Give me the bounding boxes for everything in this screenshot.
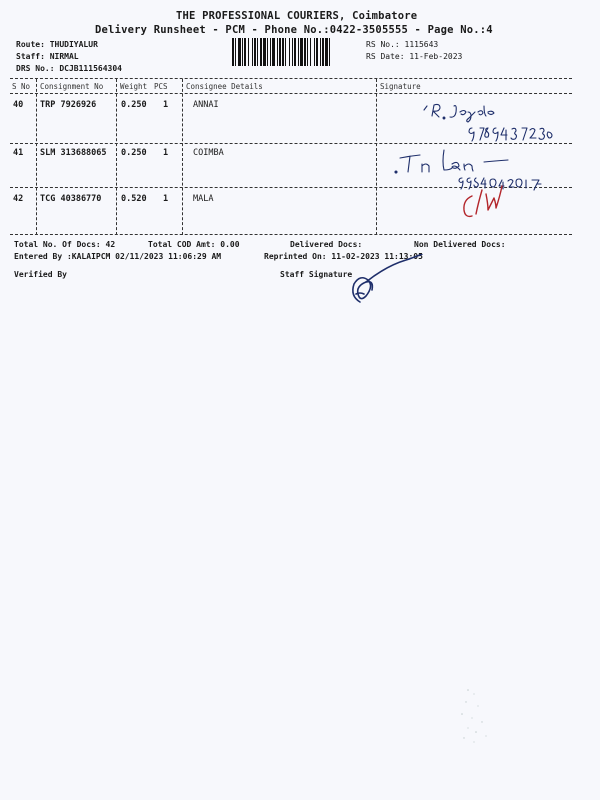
barcode-bar xyxy=(248,38,249,66)
total-docs: Total No. Of Docs: 42 xyxy=(14,240,116,249)
col-weight: Weight xyxy=(120,82,148,91)
col-divider xyxy=(116,79,117,235)
barcode-bar xyxy=(272,38,275,66)
barcode-bar xyxy=(238,38,241,66)
col-signature: Signature xyxy=(380,82,421,91)
barcode-bar xyxy=(277,38,278,66)
row-pcs: 1 xyxy=(163,194,169,204)
col-consignee: Consignee Details xyxy=(186,82,263,91)
total-cod: Total COD Amt: 0.00 xyxy=(148,240,240,249)
barcode-bar xyxy=(244,38,246,66)
row-weight: 0.250 xyxy=(121,148,147,158)
rs-date: RS Date: 11-Feb-2023 xyxy=(366,52,463,61)
rs-number: RS No.: 1115643 xyxy=(366,40,439,49)
barcode-bar xyxy=(316,38,318,66)
row-consignment: TCG 40386770 xyxy=(40,194,102,204)
barcode-bar xyxy=(260,38,262,66)
row-weight: 0.250 xyxy=(121,100,147,110)
reprinted-on: Reprinted On: 11-02-2023 11:13:05 xyxy=(264,252,423,261)
barcode-bar xyxy=(285,38,286,66)
barcode-bar xyxy=(235,38,236,66)
col-divider xyxy=(36,79,37,235)
table-header-rule xyxy=(10,93,572,94)
barcode-bar xyxy=(294,38,296,66)
row-consignee: ANNAI xyxy=(193,100,219,110)
barcode-bar xyxy=(289,38,290,66)
handwritten-signatures xyxy=(386,98,586,228)
entered-by: Entered By :KALAIPCM 02/11/2023 11:06:29 AM xyxy=(14,252,222,261)
row-sno: 40 xyxy=(13,100,24,110)
barcode-bar xyxy=(254,38,256,66)
row-weight: 0.520 xyxy=(121,194,147,204)
col-divider xyxy=(376,79,377,235)
barcode-bar xyxy=(263,38,266,66)
row-pcs: 1 xyxy=(163,148,169,158)
drs-number: DRS No.: DCJB111564304 xyxy=(16,64,122,73)
barcode-bar xyxy=(270,38,271,66)
barcode-bar xyxy=(320,38,321,66)
row-consignment: SLM 313688065 xyxy=(40,148,107,158)
non-delivered-docs: Non Delivered Docs: xyxy=(414,240,506,249)
staff-signature-label: Staff Signature xyxy=(280,270,353,279)
barcode-bar xyxy=(314,38,315,66)
row-sno: 41 xyxy=(13,148,24,158)
barcode-bar xyxy=(232,38,234,66)
barcode-bar xyxy=(282,38,284,66)
col-divider xyxy=(182,79,183,235)
barcode-bar xyxy=(257,38,258,66)
barcode-bar xyxy=(267,38,268,66)
barcode-bar xyxy=(329,38,330,66)
runsheet-title: Delivery Runsheet - PCM - Phone No.:0422-3505555 - Page No.:4 xyxy=(95,24,493,36)
verified-by-label: Verified By xyxy=(14,270,67,279)
row-consignee: MALA xyxy=(193,194,214,204)
delivered-docs: Delivered Docs: xyxy=(290,240,363,249)
barcode-bar xyxy=(300,38,303,66)
row-sno: 42 xyxy=(13,194,24,204)
barcode-bar xyxy=(325,38,328,66)
col-consignment: Consignment No xyxy=(40,82,104,91)
col-pcs: PCS xyxy=(154,82,168,91)
barcode-bar xyxy=(252,38,253,66)
barcode-bar xyxy=(279,38,281,66)
barcode-bar xyxy=(307,38,308,66)
staff-signature-scribble xyxy=(336,254,446,314)
barcode-bar xyxy=(298,38,299,66)
col-sno: S No xyxy=(12,82,31,91)
staff-label: Staff: NIRMAL xyxy=(16,52,79,61)
table-top-rule xyxy=(10,78,572,79)
company-title: THE PROFESSIONAL COURIERS, Coimbatore xyxy=(176,10,418,22)
row-consignee: COIMBA xyxy=(193,148,224,158)
barcode xyxy=(232,38,360,66)
barcode-bar xyxy=(310,38,311,66)
barcode-bar xyxy=(304,38,306,66)
barcode-bar xyxy=(242,38,243,66)
row-consignment: TRP 7926926 xyxy=(40,100,97,110)
row-pcs: 1 xyxy=(163,100,169,110)
barcode-bar xyxy=(292,38,293,66)
table-bottom-rule xyxy=(10,234,572,235)
scan-noise xyxy=(448,680,508,750)
route-label: Route: THUDIYALUR xyxy=(16,40,98,49)
barcode-bar xyxy=(322,38,324,66)
